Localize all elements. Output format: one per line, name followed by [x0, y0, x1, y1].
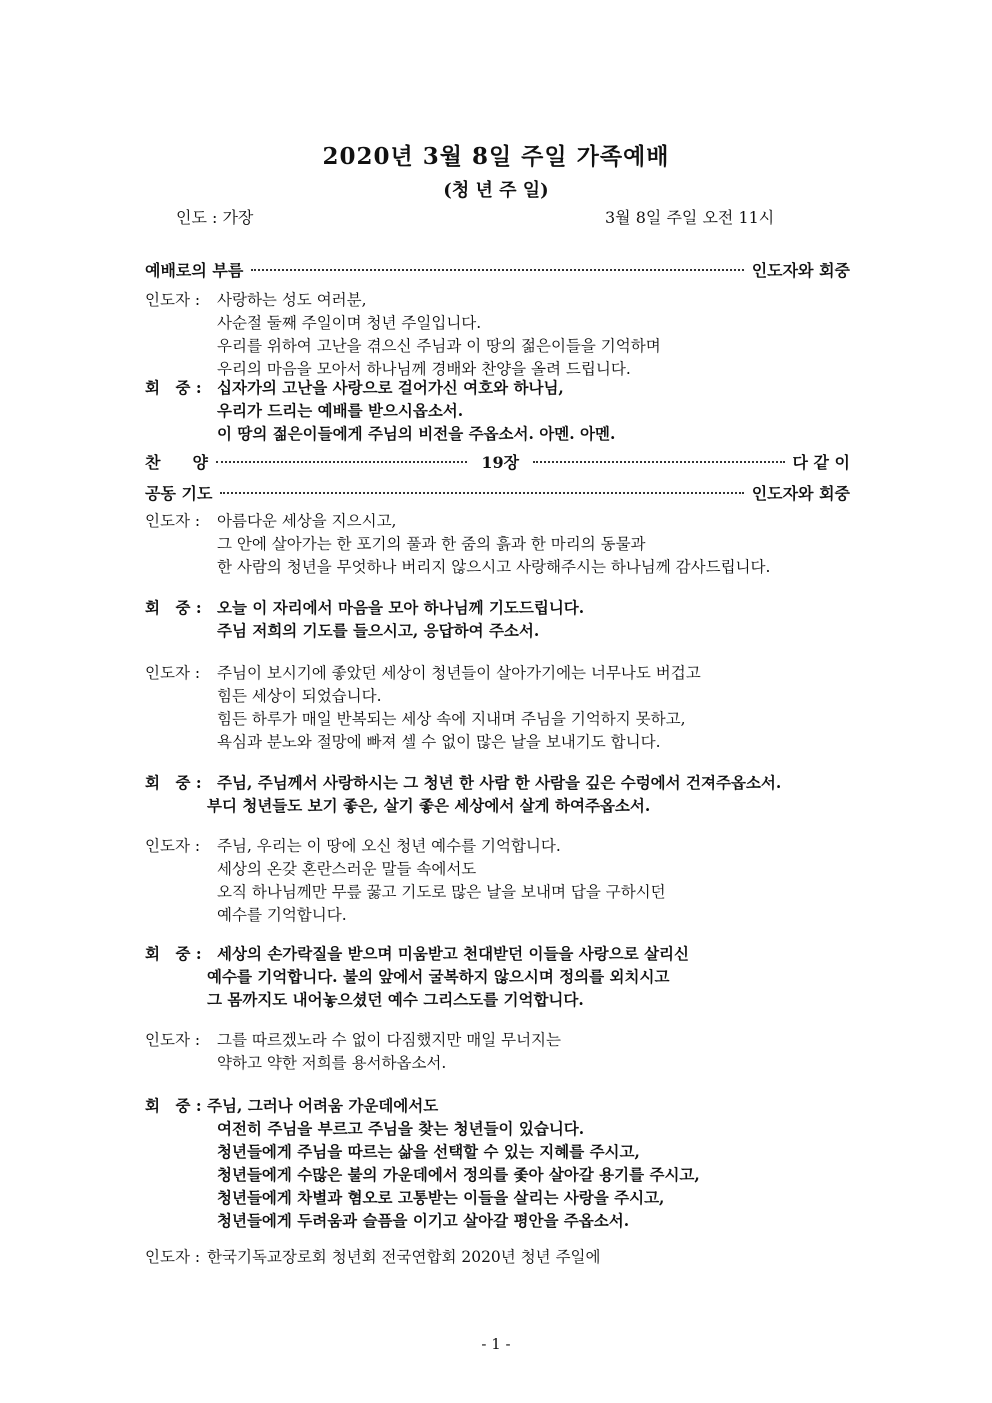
hymn-number: 19장	[481, 453, 520, 472]
speaker-label: 인도자 :	[145, 664, 201, 682]
leader-block	[145, 1246, 601, 1269]
section-title: 찬 양	[145, 453, 208, 472]
speaker-label: 회 중 :	[145, 773, 202, 792]
text-line: 이 땅의 젊은이들에게 주님의 비전을 주옵소서. 아멘. 아멘.	[217, 424, 616, 443]
page-number: - 1 -	[481, 1335, 511, 1353]
section-heading-hymn	[145, 450, 850, 473]
leader-block	[145, 1029, 561, 1075]
text-line: 욕심과 분노와 절망에 빠져 셀 수 없이 많은 날을 보내기도 합니다.	[217, 733, 661, 751]
speaker-label: 회 중 :	[145, 598, 202, 617]
dot-leader	[220, 492, 743, 494]
text-line: 힘든 세상이 되었습니다.	[217, 687, 382, 705]
section-right: 인도자와 회중	[751, 484, 850, 503]
text-line: 주님, 그러나 어려움 가운데에서도	[207, 1096, 439, 1115]
text-line: 주님, 주님께서 사랑하시는 그 청년 한 사람 한 사람을 깊은 수렁에서 건져주옵소서.	[217, 773, 782, 792]
congregation-block	[145, 942, 689, 1011]
leader-label: 인도 : 가장	[176, 208, 254, 227]
text-line: 힘든 하루가 매일 반복되는 세상 속에 지내며 주님을 기억하지 못하고,	[217, 710, 686, 728]
text-line: 청년들에게 두려움과 슬픔을 이기고 살아갈 평안을 주옵소서.	[217, 1211, 630, 1230]
text-line: 예수를 기억합니다.	[217, 906, 347, 924]
text-line: 청년들에게 수많은 불의 가운데에서 정의를 좇아 살아갈 용기를 주시고,	[217, 1165, 700, 1184]
text-line: 주님 저희의 기도를 들으시고, 응답하여 주소서.	[217, 621, 540, 640]
leader-block	[145, 835, 666, 927]
congregation-block	[145, 1094, 700, 1232]
text-line: 여전히 주님을 부르고 주님을 찾는 청년들이 있습니다.	[217, 1119, 585, 1138]
section-title: 공동 기도	[145, 484, 213, 503]
text-line: 세상의 온갖 혼란스러운 말들 속에서도	[217, 860, 477, 878]
section-heading-common-prayer	[145, 481, 850, 504]
congregation-block	[145, 376, 615, 445]
text-line: 주님, 우리는 이 땅에 오신 청년 예수를 기억합니다.	[217, 837, 561, 855]
service-datetime: 3월 8일 주일 오전 11시	[605, 208, 775, 227]
text-line: 우리를 위하여 고난을 겪으신 주님과 이 땅의 젊은이들을 기억하며	[217, 337, 661, 355]
text-line: 그를 따르겠노라 수 없이 다짐했지만 매일 무너지는	[217, 1031, 561, 1049]
section-heading-call-to-worship	[145, 258, 850, 281]
section-right: 인도자와 회중	[751, 261, 850, 280]
page-title: 2020년 3월 8일 주일 가족예배	[322, 143, 670, 170]
text-line: 우리의 마음을 모아서 하나님께 경배와 찬양을 올려 드립니다.	[217, 360, 631, 378]
speaker-label: 인도자 :	[145, 837, 201, 855]
speaker-label: 회 중 :	[145, 1096, 202, 1115]
dot-leader	[533, 461, 784, 463]
leader-block	[145, 662, 701, 754]
speaker-label: 회 중 :	[145, 944, 202, 963]
dot-leader	[216, 461, 467, 463]
page-subtitle: (청 년 주 일)	[443, 180, 549, 201]
speaker-label: 회 중 :	[145, 378, 202, 397]
text-line: 한국기독교장로회 청년회 전국연합회 2020년 청년 주일에	[207, 1248, 601, 1266]
speaker-label: 인도자 :	[145, 291, 201, 309]
text-line: 그 안에 살아가는 한 포기의 풀과 한 줌의 흙과 한 마리의 동물과	[217, 535, 646, 553]
text-line: 십자가의 고난을 사랑으로 걸어가신 여호와 하나님,	[217, 378, 564, 397]
speaker-label: 인도자 :	[145, 512, 201, 530]
section-title: 예배로의 부름	[145, 261, 244, 280]
congregation-block	[145, 771, 781, 817]
leader-block	[145, 289, 661, 381]
text-line: 세상의 손가락질을 받으며 미움받고 천대받던 이들을 사랑으로 살리신	[217, 944, 689, 963]
text-line: 청년들에게 주님을 따르는 삶을 선택할 수 있는 지혜를 주시고,	[217, 1142, 640, 1161]
text-line: 청년들에게 차별과 혐오로 고통받는 이들을 살리는 사랑을 주시고,	[217, 1188, 665, 1207]
text-line: 주님이 보시기에 좋았던 세상이 청년들이 살아가기에는 너무나도 버겁고	[217, 664, 701, 682]
leader-block	[145, 510, 770, 579]
text-line: 한 사람의 청년을 무엇하나 버리지 않으시고 사랑해주시는 하나님께 감사드립니다.	[217, 558, 771, 576]
text-line: 아름다운 세상을 지으시고,	[217, 512, 397, 530]
dot-leader	[251, 269, 743, 271]
text-line: 약하고 약한 저희를 용서하옵소서.	[217, 1054, 447, 1072]
speaker-label: 인도자 :	[145, 1031, 201, 1049]
text-line: 그 몸까지도 내어놓으셨던 예수 그리스도를 기억합니다.	[207, 990, 584, 1009]
text-line: 부디 청년들도 보기 좋은, 살기 좋은 세상에서 살게 하여주옵소서.	[207, 796, 651, 815]
congregation-block	[145, 596, 584, 642]
text-line: 우리가 드리는 예배를 받으시옵소서.	[217, 401, 464, 420]
text-line: 예수를 기억합니다. 불의 앞에서 굴복하지 않으시며 정의를 외치시고	[207, 967, 670, 986]
text-line: 오늘 이 자리에서 마음을 모아 하나님께 기도드립니다.	[217, 598, 585, 617]
text-line: 사랑하는 성도 여러분,	[217, 291, 367, 309]
speaker-label: 인도자 :	[145, 1248, 201, 1266]
section-right: 다 같 이	[792, 453, 851, 472]
text-line: 사순절 둘째 주일이며 청년 주일입니다.	[217, 314, 482, 332]
text-line: 오직 하나님께만 무릎 꿇고 기도로 많은 날을 보내며 답을 구하시던	[217, 883, 666, 901]
